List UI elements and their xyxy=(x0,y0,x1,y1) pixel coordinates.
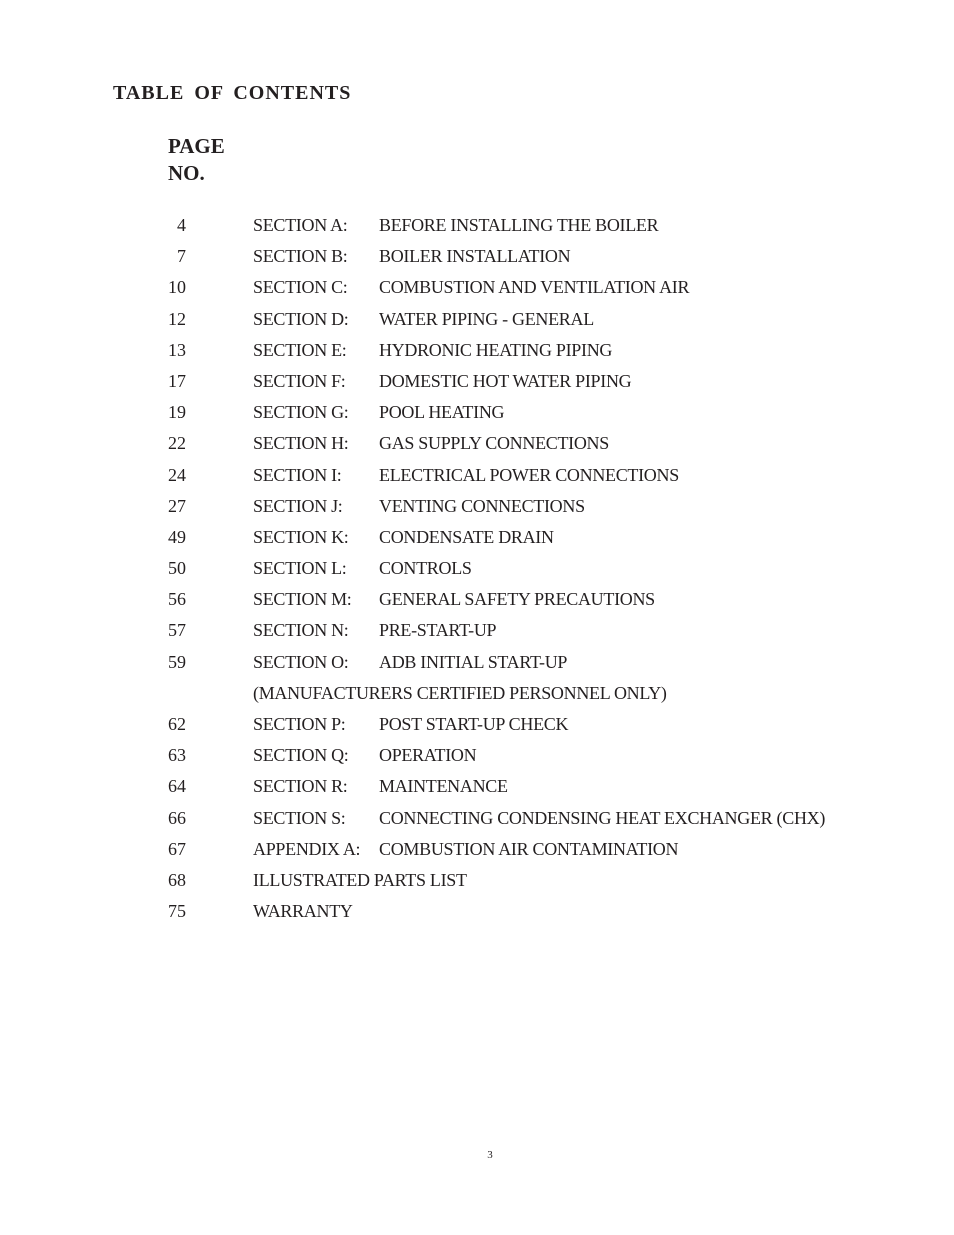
toc-section-label: SECTION P: xyxy=(253,714,346,734)
toc-page-number: 12 xyxy=(168,308,186,329)
toc-page-number: 22 xyxy=(168,433,186,454)
toc-entry[interactable] xyxy=(0,865,954,896)
toc-section-title: ADB INITIAL START-UP xyxy=(379,651,568,672)
toc-section-title: COMBUSTION AIR CONTAMINATION xyxy=(379,838,679,859)
toc-section-title: MAINTENANCE xyxy=(379,776,508,797)
toc-section-label: SECTION R: xyxy=(253,776,348,797)
toc-page-number: 4 xyxy=(177,215,186,235)
toc-section-title: BEFORE INSTALLING THE BOILER xyxy=(379,215,659,235)
toc-page-number: 50 xyxy=(168,558,186,579)
toc-section-label: SECTION C: xyxy=(253,277,348,298)
footer-page-number: 3 xyxy=(487,1149,493,1161)
toc-page-number: 67 xyxy=(168,838,186,859)
toc-page-number: 17 xyxy=(168,370,186,391)
toc-section-label: SECTION A: xyxy=(253,215,348,235)
toc-entry[interactable] xyxy=(0,304,954,335)
toc-section-label: SECTION D: xyxy=(253,308,349,329)
toc-section-title: GAS SUPPLY CONNECTIONS xyxy=(379,433,609,454)
toc-section-title: PRE-START-UP xyxy=(379,620,497,641)
page-no-header-line: PAGE xyxy=(168,134,225,158)
toc-page-number: 27 xyxy=(168,495,186,516)
toc-entry[interactable] xyxy=(0,678,954,709)
toc-section-title: CONNECTING CONDENSING HEAT EXCHANGER (CHX) xyxy=(379,807,826,828)
toc-page-number: 64 xyxy=(168,776,186,797)
toc-entry[interactable] xyxy=(0,771,954,802)
toc-section-label: SECTION E: xyxy=(253,339,347,360)
toc-entry[interactable] xyxy=(0,615,954,646)
toc-entry[interactable] xyxy=(0,553,954,584)
toc-entry[interactable] xyxy=(0,896,954,927)
toc-page-number: 7 xyxy=(177,246,186,267)
toc-page-number: 62 xyxy=(168,714,186,734)
page-title: TABLE OF CONTENTS xyxy=(113,82,352,104)
toc-entry[interactable] xyxy=(0,522,954,553)
toc-page-number: 13 xyxy=(168,339,186,360)
toc-section-title: BOILER INSTALLATION xyxy=(379,246,571,267)
toc-page-number: 68 xyxy=(168,869,186,890)
toc-section-title: CONTROLS xyxy=(379,558,472,579)
toc-section-label: SECTION B: xyxy=(253,246,348,267)
toc-section-label: SECTION N: xyxy=(253,620,349,641)
toc-section-title: ELECTRICAL POWER CONNECTIONS xyxy=(379,464,679,485)
toc-section-title: POST START-UP CHECK xyxy=(379,714,569,734)
toc-page-number: 75 xyxy=(168,901,186,922)
toc-entry[interactable] xyxy=(0,272,954,303)
toc-section-title: VENTING CONNECTIONS xyxy=(379,495,585,516)
toc-section-label: SECTION I: xyxy=(253,464,342,485)
toc-entry[interactable] xyxy=(0,834,954,865)
toc-entry[interactable] xyxy=(0,210,954,241)
toc-page-number: 49 xyxy=(168,526,186,547)
toc-page-number: 19 xyxy=(168,402,186,423)
toc-page-number: 10 xyxy=(168,277,186,298)
toc-section-title: DOMESTIC HOT WATER PIPING xyxy=(379,370,632,391)
toc-section-title: COMBUSTION AND VENTILATION AIR xyxy=(379,277,690,298)
toc-section-label: SECTION M: xyxy=(253,589,352,610)
toc-section-title: HYDRONIC HEATING PIPING xyxy=(379,339,613,360)
toc-section-title: OPERATION xyxy=(379,745,477,766)
toc-section-label: SECTION F: xyxy=(253,370,346,391)
toc-entry[interactable] xyxy=(0,647,954,678)
toc-section-title: POOL HEATING xyxy=(379,402,505,423)
toc-section-title: WATER PIPING - GENERAL xyxy=(379,308,594,329)
toc-page-number: 66 xyxy=(168,807,186,828)
toc-section-label: SECTION S: xyxy=(253,807,346,828)
toc-entry[interactable] xyxy=(0,366,954,397)
page-no-column-header xyxy=(168,133,225,187)
toc-entry[interactable] xyxy=(0,428,954,459)
toc-section-label: SECTION G: xyxy=(253,402,349,423)
toc-section-label: APPENDIX A: xyxy=(253,838,361,859)
page-no-header-line: NO. xyxy=(168,161,205,185)
toc-entry[interactable] xyxy=(0,335,954,366)
toc-section-label: ILLUSTRATED PARTS LIST xyxy=(253,869,467,890)
toc-section-label: (MANUFACTURERS CERTIFIED PERSONNEL ONLY) xyxy=(253,682,667,703)
toc-page-number: 24 xyxy=(168,464,186,485)
toc-page-number: 63 xyxy=(168,745,186,766)
toc-entry[interactable] xyxy=(0,584,954,615)
toc-entry[interactable] xyxy=(0,460,954,491)
toc-entry[interactable] xyxy=(0,709,954,740)
toc-section-label: SECTION K: xyxy=(253,526,349,547)
toc-entry[interactable] xyxy=(0,740,954,771)
toc-section-label: SECTION O: xyxy=(253,651,349,672)
toc-section-label: SECTION Q: xyxy=(253,745,349,766)
toc-entry[interactable] xyxy=(0,397,954,428)
toc-section-title: GENERAL SAFETY PRECAUTIONS xyxy=(379,589,655,610)
toc-page-number: 56 xyxy=(168,589,186,610)
toc-section-label: WARRANTY xyxy=(253,901,353,922)
toc-section-label: SECTION H: xyxy=(253,433,349,454)
toc-page-number: 59 xyxy=(168,651,186,672)
toc-section-title: CONDENSATE DRAIN xyxy=(379,526,554,547)
table-of-contents-list xyxy=(0,210,954,927)
toc-section-label: SECTION L: xyxy=(253,558,347,579)
toc-entry[interactable] xyxy=(0,803,954,834)
toc-entry[interactable] xyxy=(0,491,954,522)
toc-page-number: 57 xyxy=(168,620,186,641)
toc-entry[interactable] xyxy=(0,241,954,272)
toc-section-label: SECTION J: xyxy=(253,495,343,516)
